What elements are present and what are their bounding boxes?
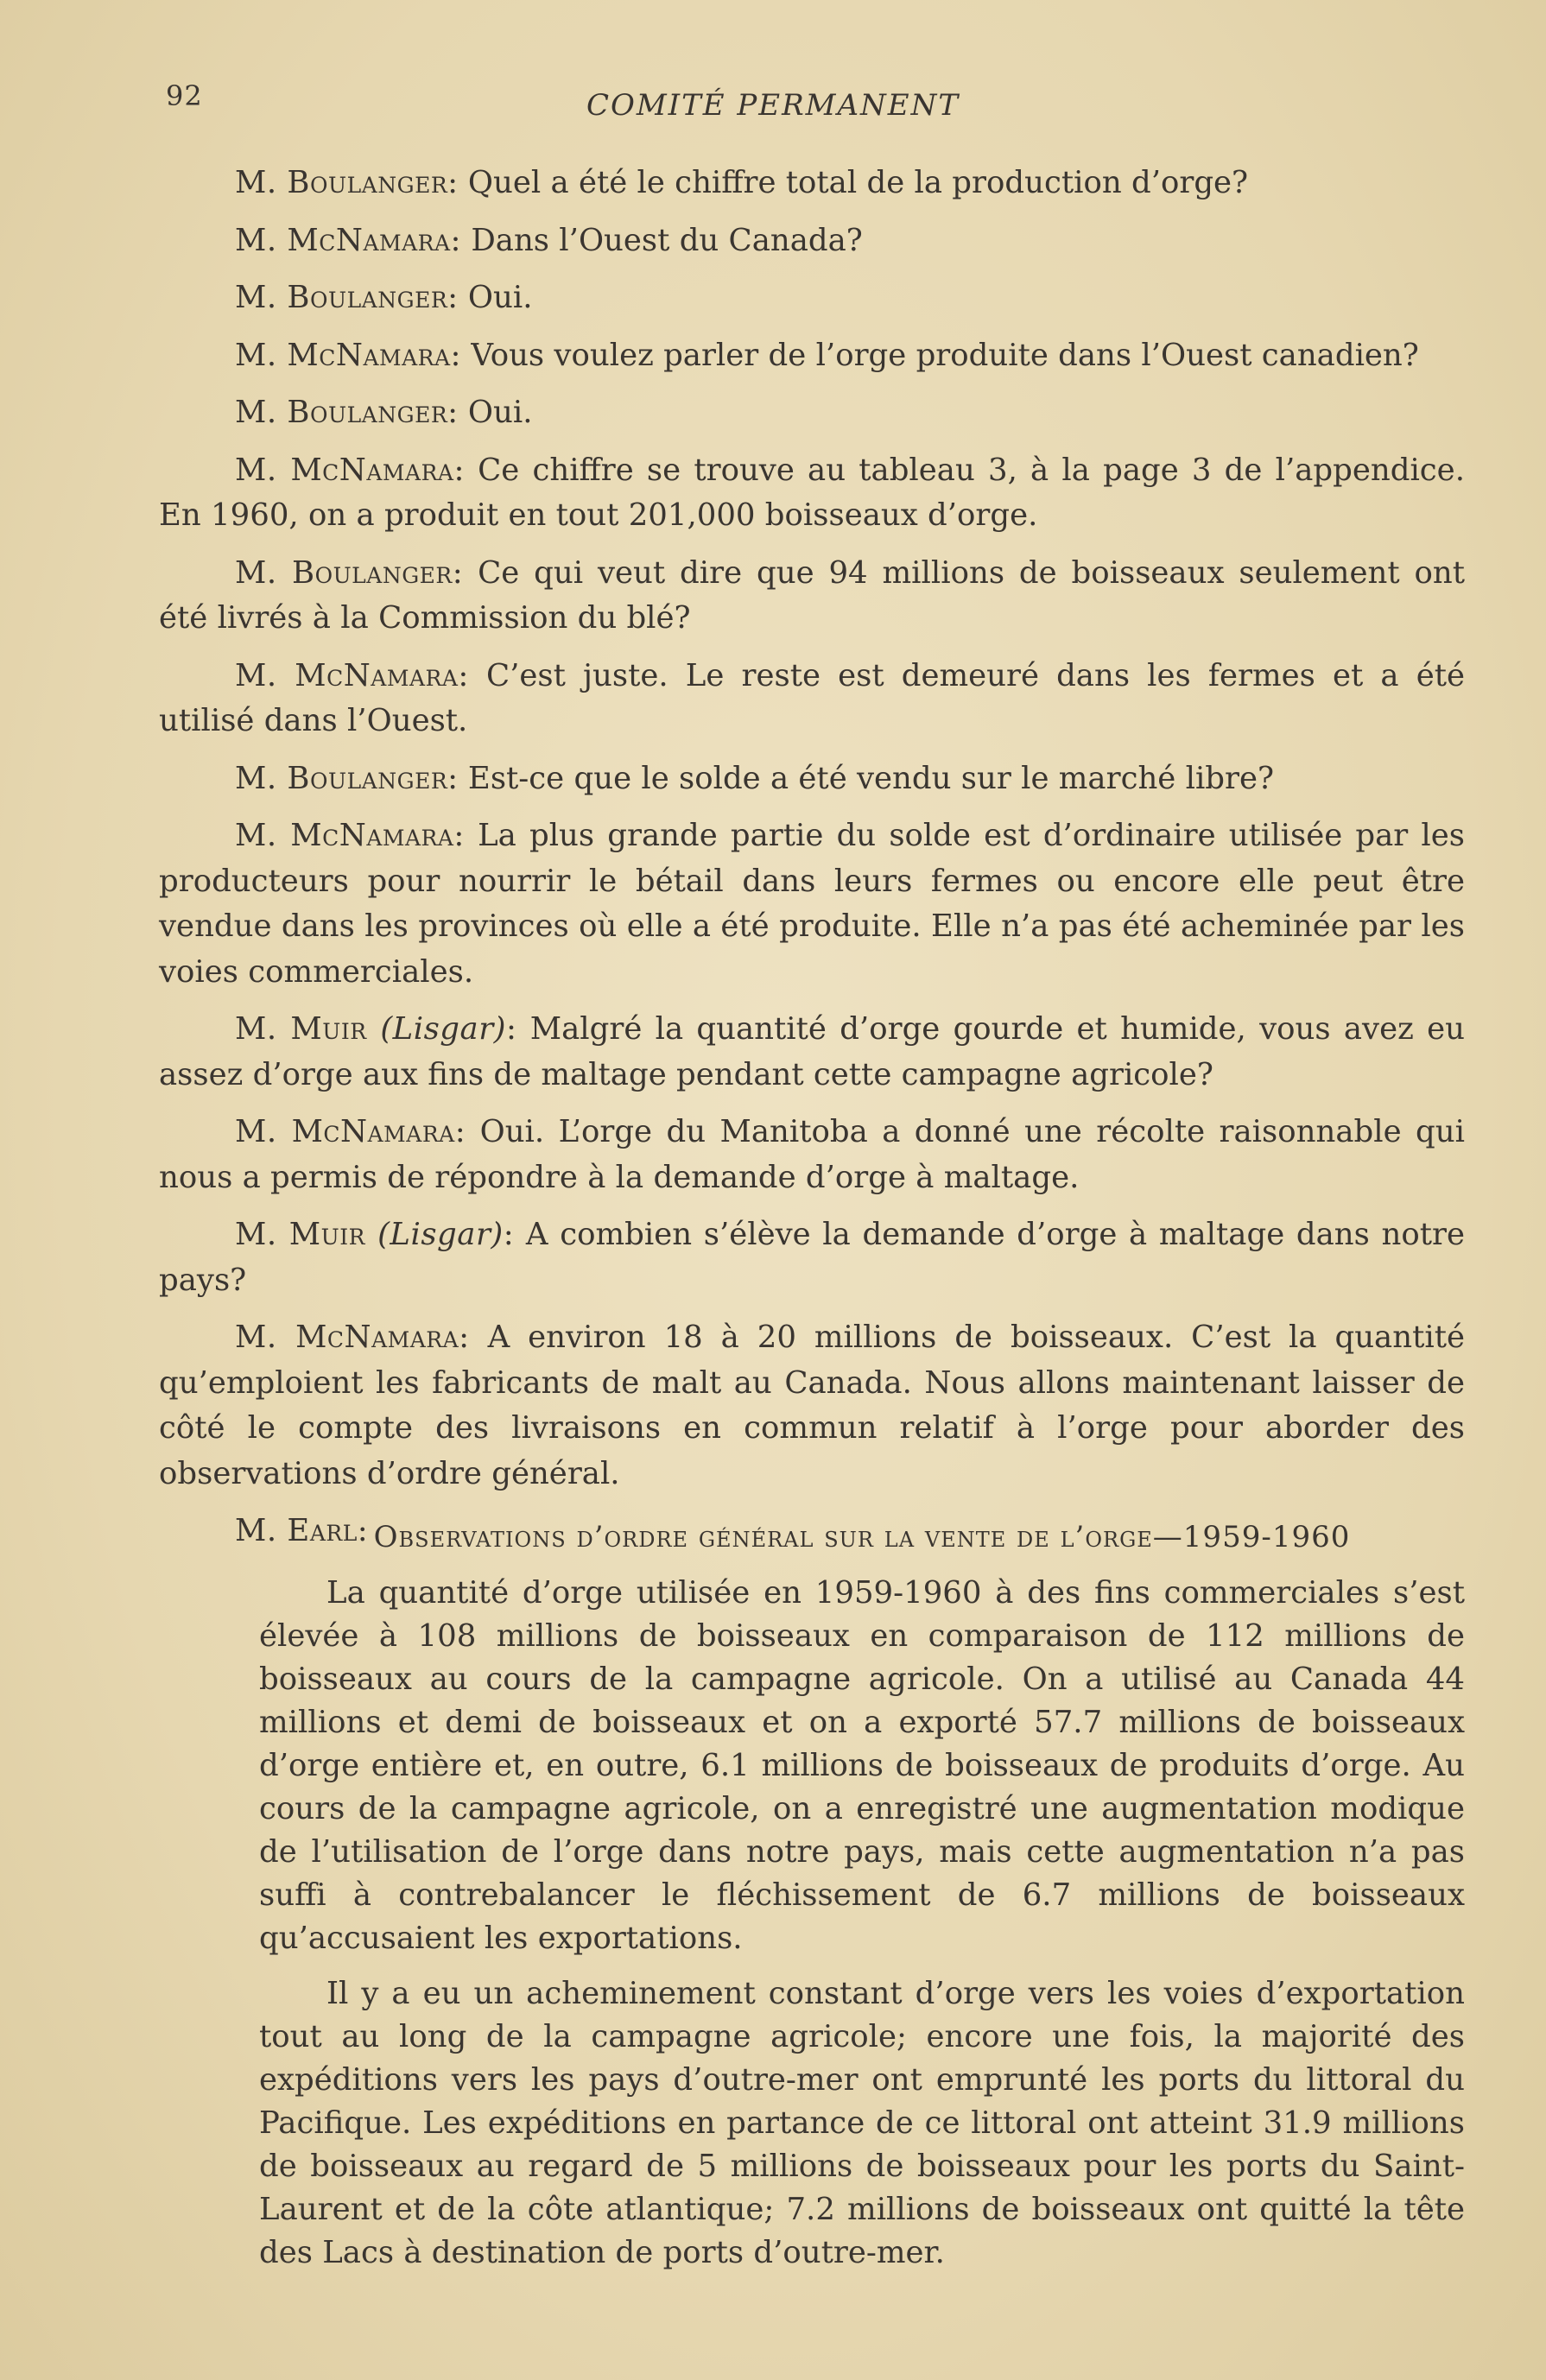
exchange [159,1212,1465,1303]
general-observations-section [259,1515,1465,2287]
section-paragraph: La quantité d’orge utilisée en 1959-1960 à des fins commerciales s’est élevée à 108 millions de boisseaux en comparaison de 112 millions de boisseaux au cours de la campagne agricole. On a utilisé au Canada 44 millions et demi de boisseaux et on a exporté 57.7 millions de boisseaux d’orge entière et, en outre, 6.1 millions de boisseaux de produits d’orge. Au cours de la campagne agricole, on a enregistré une augmentation modique de l’utilisation de l’orge dans notre pays, mais cette augmentation n’a pas suffi à contrebalancer le fléchissement de 6.7 millions de boisseaux qu’accusaient les exportations. [259,1575,1465,1956]
exchange [159,756,1465,802]
speaker: M. McNamara: [235,657,469,693]
utterance: A environ 18 à 20 millions de boisseaux. C’est la quantité qu’emploient les fabricants de malt au Canada. Nous allons maintenant laisser de côté le compte des livraisons en commun relatif à l’orge pour aborder des observations d’ordre général. [159,1320,1465,1491]
speaker: M. McNamara: [235,337,462,373]
utterance: La plus grande partie du solde est d’ordinaire utilisée par les producteurs pour nourrir le bétail dans leurs fermes ou encore elle peut être vendue dans les provinces où elle a été produite. Elle n’a pas été acheminée par les voies commerciales. [159,818,1465,990]
speaker: M. McNamara: [235,452,465,488]
speaker-name: M. Muir [235,1011,367,1047]
exchange [159,1007,1465,1098]
utterance: Oui. [467,395,533,430]
speaker: M. McNamara: [235,222,462,258]
speaker: M. Boulanger: [235,280,459,315]
exchange [159,390,1465,436]
exchange [159,654,1465,744]
speaker: M. Earl: [235,1513,369,1548]
utterance: Dans l’Ouest du Canada? [471,222,863,258]
utterance: Oui. [467,280,533,315]
exchange [159,448,1465,539]
speaker-name: M. Muir [235,1217,365,1252]
exchange [159,333,1465,379]
utterance: A combien s’élève la demande d’orge à maltage dans notre pays? [159,1217,1465,1298]
exchange [159,1110,1465,1200]
speaker: M. Boulanger: [235,395,459,430]
exchange [159,813,1465,995]
utterance: Malgré la quantité d’orge gourde et humide, vous avez eu assez d’orge aux fins de maltage pendant cette campagne agricole? [159,1011,1465,1092]
utterance: Vous voulez parler de l’orge produite dans l’Ouest canadien? [471,337,1419,373]
speaker-riding: (Lisgar) [377,1217,504,1252]
exchange [159,218,1465,264]
exchange [159,275,1465,321]
speaker: M. McNamara: [235,818,465,853]
speaker-riding: (Lisgar) [380,1011,507,1047]
utterance: Ce qui veut dire que 94 millions de boisseaux seulement ont été livrés à la Commission du blé? [159,554,1465,636]
transcript [159,161,1465,1567]
utterance: Ce chiffre se trouve au tableau 3, à la page 3 de l’appendice. En 1960, on a produit en tout 201,000 boisseaux d’orge. [159,452,1465,533]
section-title: Observations d’ordre général sur la vente de l’orge—1959-1960 [373,1520,1351,1554]
speaker: M. Boulanger: [235,760,459,796]
exchange [159,1315,1465,1497]
speaker: M. McNamara: [235,1320,470,1355]
utterance: Est-ce que le solde a été vendu sur le marché libre? [467,760,1275,796]
speaker: M. Boulanger: [235,165,459,200]
utterance: Oui. L’orge du Manitoba a donné une récolte raisonnable qui nous a permis de répondre à la demande d’orge à maltage. [159,1114,1465,1195]
page-number: 92 [166,79,203,112]
speaker-colon: : [503,1217,515,1252]
speaker: M. Boulanger: [235,554,464,591]
speaker [235,1217,514,1252]
utterance: C’est juste. Le reste est demeuré dans les fermes et a été utilisé dans l’Ouest. [159,657,1465,738]
utterance: Quel a été le chiffre total de la production d’orge? [467,165,1249,200]
speaker-colon: : [506,1011,517,1047]
speaker: M. McNamara: [235,1114,466,1149]
running-head: COMITÉ PERMANENT [586,88,960,123]
exchange [159,161,1465,206]
exchange [159,551,1465,642]
section-paragraph: Il y a eu un acheminement constant d’orge vers les voies d’exportation tout au long de la campagne agricole; encore une fois, la majorité des expéditions vers les pays d’outre-mer ont emprunté les ports du littoral du Pacifique. Les expéditions en partance de ce littoral ont atteint 31.9 millions de boisseaux au regard de 5 millions de boisseaux pour les ports du Saint-Laurent et de la côte atlantique; 7.2 millions de boisseaux ont quitté la tête des Lacs à destination de ports d’outre-mer. [259,1976,1465,2270]
speaker [235,1011,517,1047]
